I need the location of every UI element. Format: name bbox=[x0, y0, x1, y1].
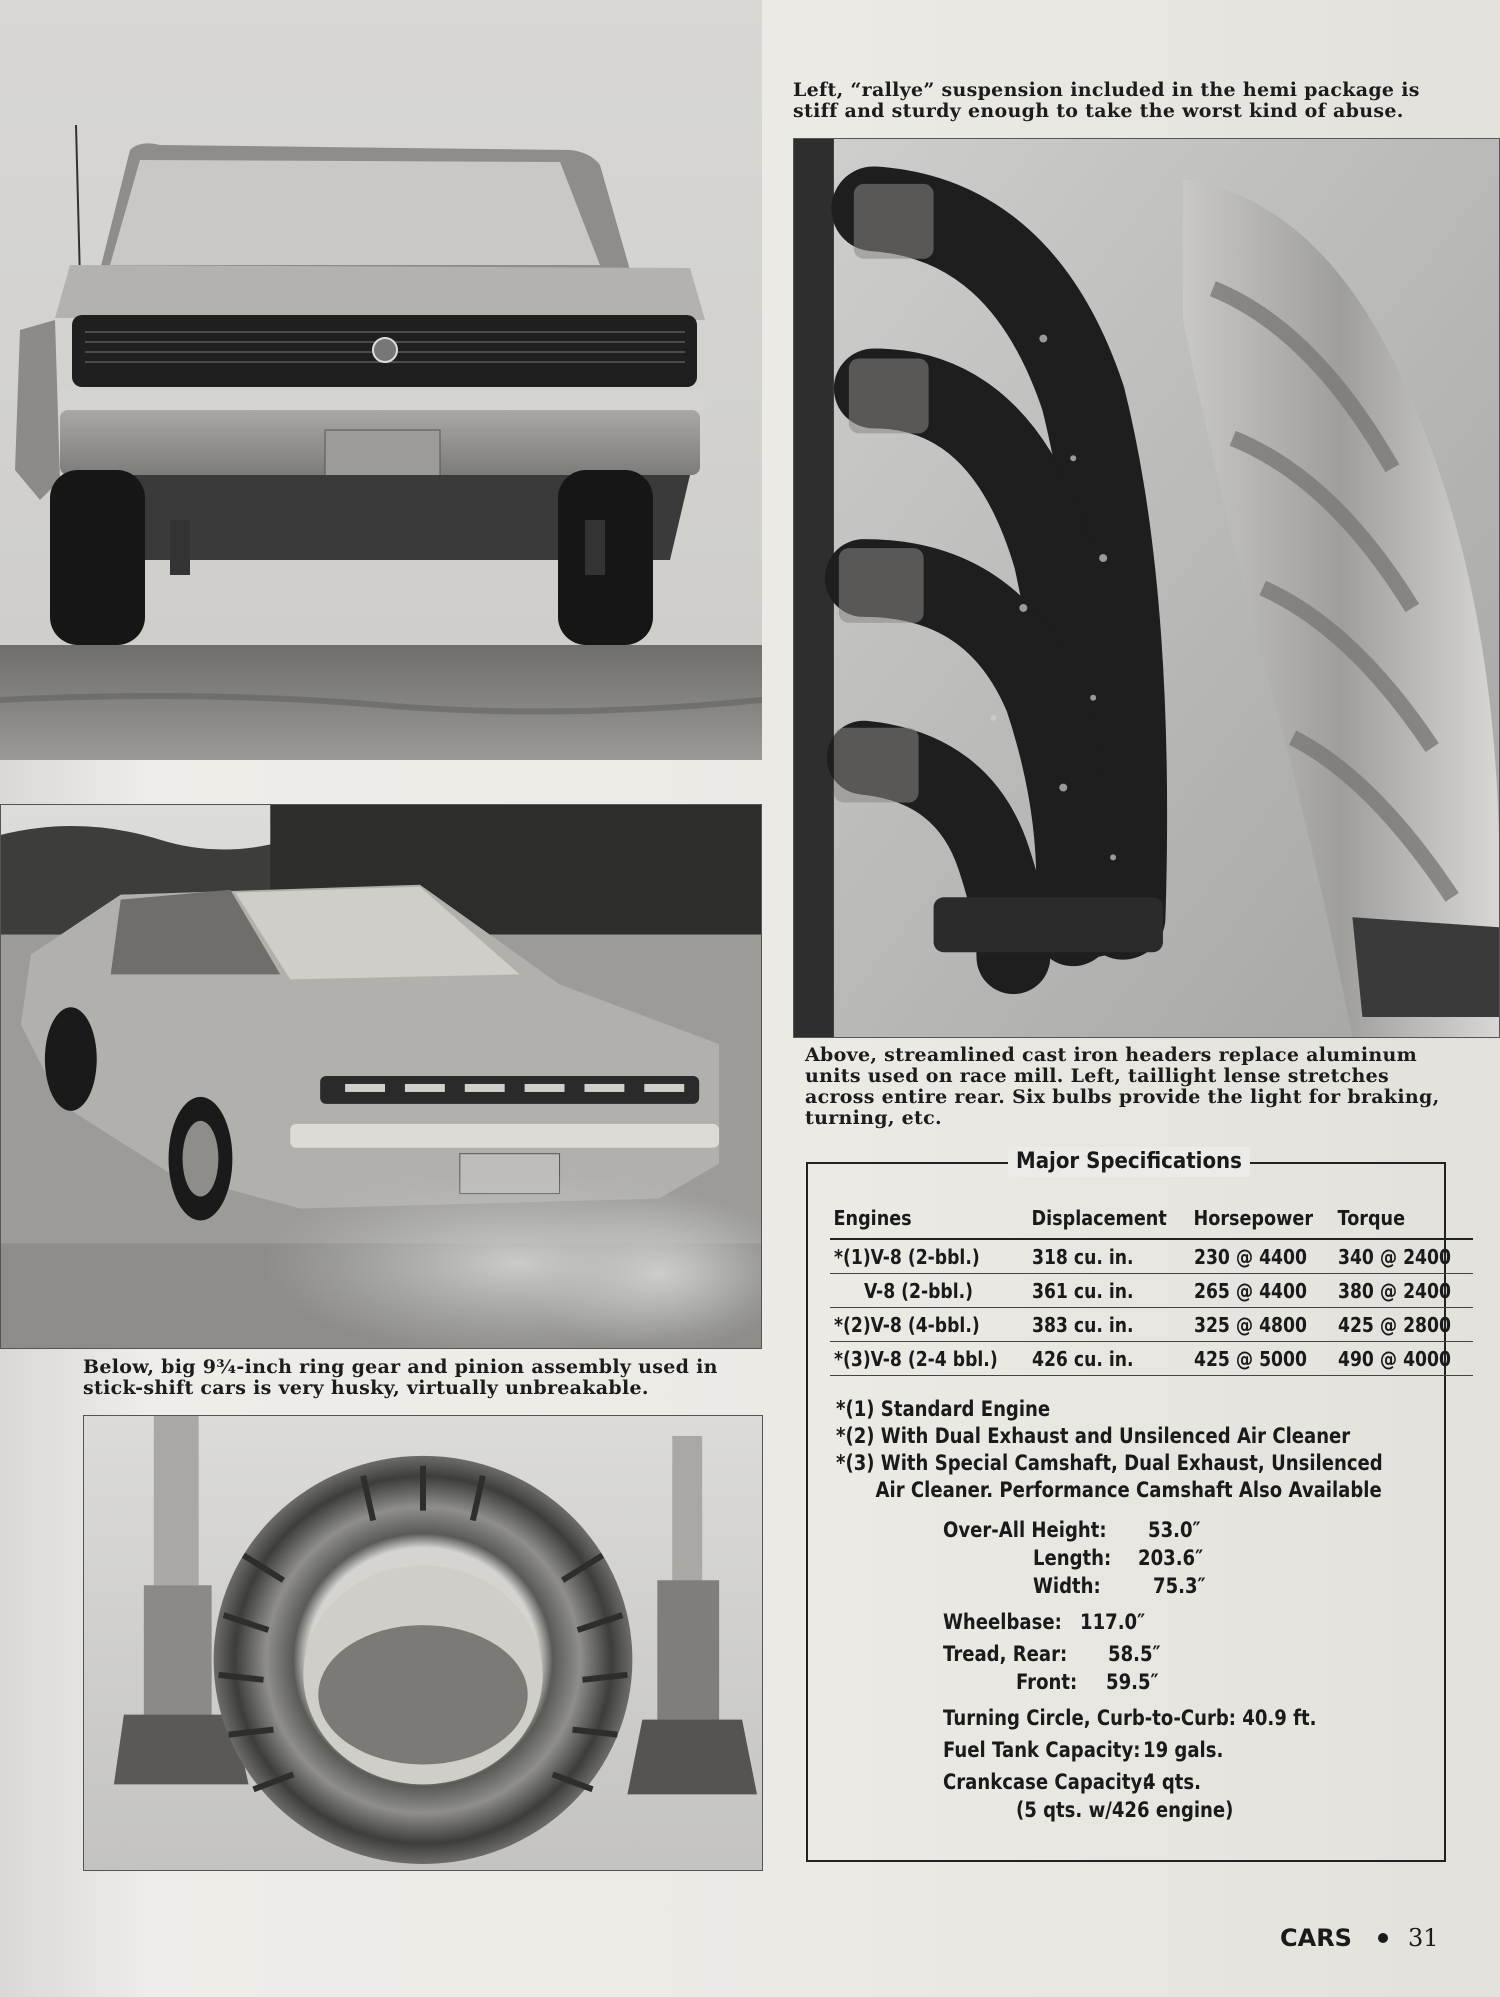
displacement-cell: 361 cu. in. bbox=[1032, 1279, 1134, 1303]
engine-cell: V-8 (2-bbl.) bbox=[864, 1279, 974, 1303]
dim-text: Turning Circle, Curb-to-Curb: 40.9 ft. bbox=[943, 1706, 1317, 1730]
dim-turning-circle bbox=[943, 1704, 1403, 1732]
dim-tread-front bbox=[943, 1668, 1403, 1696]
dim-value: 117.0″ bbox=[1080, 1610, 1146, 1634]
photo-exhaust-headers bbox=[793, 138, 1500, 1038]
horsepower-cell: 425 @ 5000 bbox=[1193, 1347, 1307, 1371]
dim-width bbox=[943, 1572, 1403, 1600]
caption-ring-gear: Below, big 9¾-inch ring gear and pinion assembly used in stick-shift cars is very husky, virtually unbreakable. bbox=[83, 1356, 718, 1399]
dim-text: (5 qts. w/426 engine) bbox=[1016, 1798, 1234, 1822]
engine-cell: *(3)V-8 (2-4 bbl.) bbox=[834, 1347, 998, 1371]
table-header-row bbox=[830, 1202, 1473, 1239]
torque-cell: 380 @ 2400 bbox=[1337, 1279, 1451, 1303]
col-header-engines: Engines bbox=[830, 1202, 1005, 1239]
col-header-horsepower: Horsepower bbox=[1190, 1202, 1317, 1239]
dim-label: Tread, Rear: bbox=[943, 1642, 1068, 1666]
caption-headers: Above, streamlined cast iron headers replace aluminum units used on race mill. Left, taillight lense stretches across entire rear. Six bulbs provide the light for braking, turning, etc. bbox=[805, 1044, 1440, 1129]
horsepower-cell: 230 @ 4400 bbox=[1193, 1245, 1307, 1269]
dim-tread-rear bbox=[943, 1640, 1403, 1668]
displacement-cell: 318 cu. in. bbox=[1032, 1245, 1134, 1269]
displacement-cell: 383 cu. in. bbox=[1032, 1313, 1134, 1337]
photo-car-rear-burnout bbox=[0, 804, 762, 1349]
page-number: 31 bbox=[1407, 1924, 1439, 1952]
dim-value: 4 qts. bbox=[1143, 1770, 1202, 1794]
torque-cell: 340 @ 2400 bbox=[1337, 1245, 1451, 1269]
dim-label: Front: bbox=[1016, 1670, 1078, 1694]
caption-suspension: Left, “rallye” suspension included in the hemi package is stiff and sturdy enough to take the worst kind of abuse. bbox=[793, 79, 1420, 122]
dim-label: Fuel Tank Capacity: bbox=[943, 1738, 1141, 1762]
dim-value: 53.0″ bbox=[1148, 1518, 1201, 1542]
horsepower-cell: 325 @ 4800 bbox=[1193, 1313, 1307, 1337]
table-row bbox=[830, 1342, 1473, 1376]
dim-label: Wheelbase: bbox=[943, 1610, 1062, 1634]
spec-title: Major Specifications bbox=[1008, 1147, 1250, 1177]
col-header-torque: Torque bbox=[1334, 1202, 1457, 1239]
table-row bbox=[830, 1274, 1473, 1308]
dim-value: 59.5″ bbox=[1106, 1670, 1159, 1694]
photo-ring-gear-pinion bbox=[83, 1415, 763, 1871]
torque-cell: 490 @ 4000 bbox=[1337, 1347, 1451, 1371]
footnote-2: *(2) With Dual Exhaust and Unsilenced Air Cleaner bbox=[836, 1424, 1351, 1448]
engine-footnotes bbox=[836, 1396, 1426, 1504]
dim-value: 58.5″ bbox=[1108, 1642, 1161, 1666]
dim-label: Width: bbox=[1033, 1574, 1101, 1598]
dim-crankcase bbox=[943, 1768, 1403, 1796]
table-row bbox=[830, 1239, 1473, 1274]
dim-fuel-tank bbox=[943, 1736, 1403, 1764]
magazine-name: CARS bbox=[1280, 1924, 1352, 1952]
dim-length bbox=[943, 1544, 1403, 1572]
footnote-3: *(3) With Special Camshaft, Dual Exhaust, Unsilenced bbox=[836, 1451, 1383, 1475]
footnote-1: *(1) Standard Engine bbox=[836, 1397, 1051, 1421]
page-footer bbox=[1280, 1924, 1439, 1952]
dim-label: Over-All Height: bbox=[943, 1518, 1107, 1542]
displacement-cell: 426 cu. in. bbox=[1032, 1347, 1134, 1371]
photo-car-rear-launch bbox=[0, 0, 762, 760]
dimensions-list bbox=[943, 1516, 1403, 1824]
dim-overall-height bbox=[943, 1516, 1403, 1544]
engine-spec-table bbox=[830, 1202, 1473, 1376]
torque-cell: 425 @ 2800 bbox=[1337, 1313, 1451, 1337]
engine-cell: *(2)V-8 (4-bbl.) bbox=[834, 1313, 980, 1337]
dim-value: 203.6″ bbox=[1138, 1546, 1204, 1570]
dim-value: 19 gals. bbox=[1143, 1738, 1224, 1762]
horsepower-cell: 265 @ 4400 bbox=[1193, 1279, 1307, 1303]
footnote-3-continued: Air Cleaner. Performance Camshaft Also Available bbox=[875, 1478, 1382, 1502]
bullet-icon bbox=[1378, 1933, 1388, 1943]
dim-value: 75.3″ bbox=[1153, 1574, 1206, 1598]
engine-cell: *(1)V-8 (2-bbl.) bbox=[834, 1245, 980, 1269]
col-header-displacement: Displacement bbox=[1028, 1202, 1170, 1239]
table-row bbox=[830, 1308, 1473, 1342]
dim-wheelbase bbox=[943, 1608, 1403, 1636]
specifications-box bbox=[806, 1149, 1451, 1862]
dim-crankcase-note bbox=[943, 1796, 1403, 1824]
dim-label: Crankcase Capacity: bbox=[943, 1770, 1150, 1794]
dim-label: Length: bbox=[1033, 1546, 1112, 1570]
